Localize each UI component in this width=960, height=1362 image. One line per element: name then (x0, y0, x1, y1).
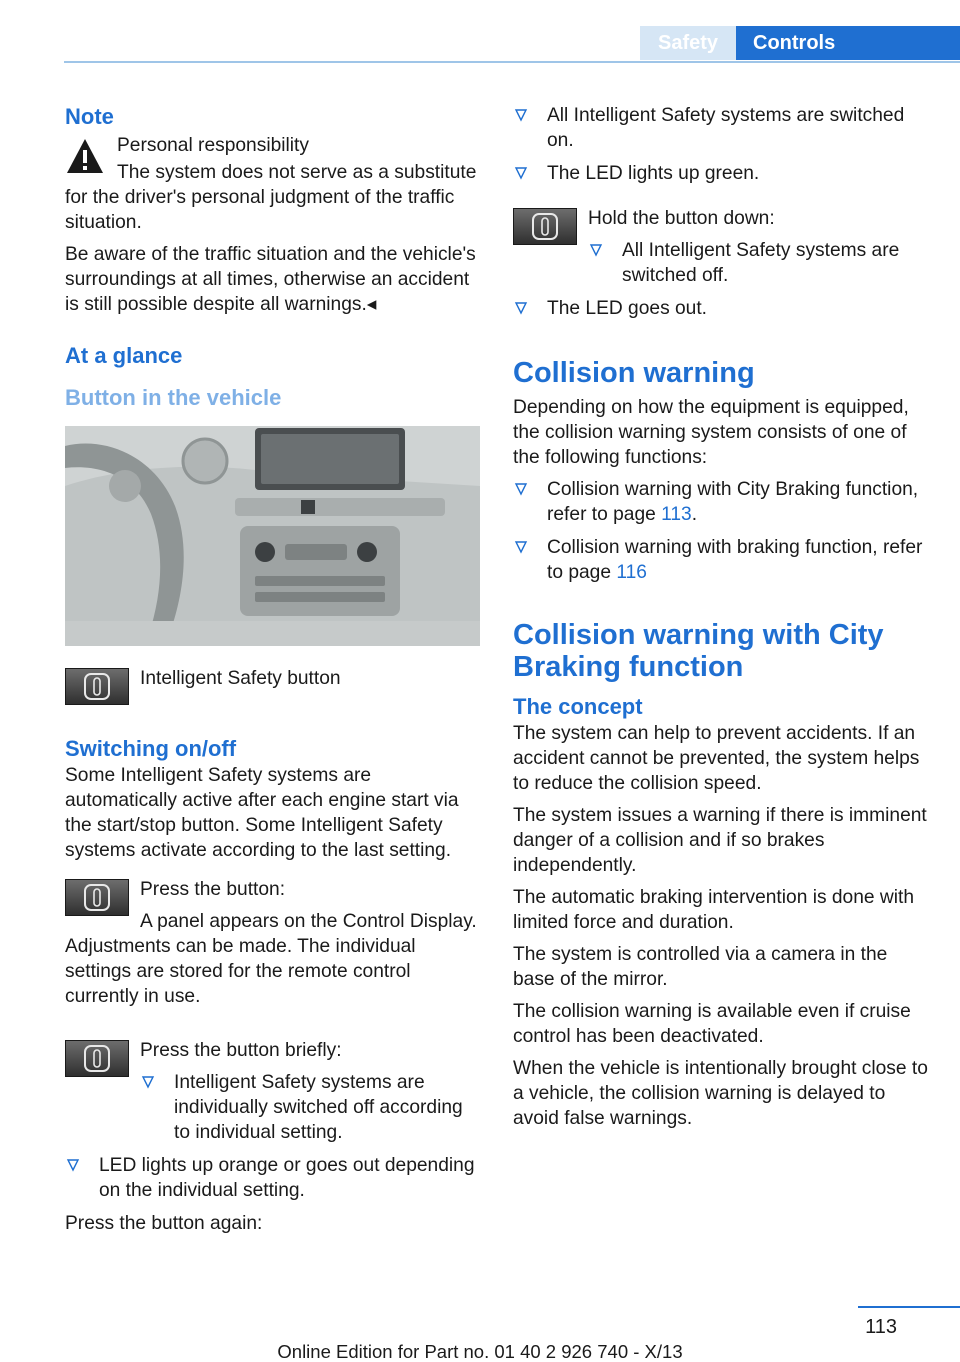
at-a-glance-heading: At a glance (65, 343, 183, 368)
list-item (513, 535, 928, 585)
page-number: 113 (865, 1316, 897, 1338)
intelligent-safety-button-icon (65, 668, 129, 705)
brief-list (140, 1070, 480, 1145)
list-item-text: Intelligent Safety systems are individually switched off according to individual setting. (174, 1072, 463, 1143)
header-rule (64, 61, 960, 63)
bullet-triangle-icon (513, 296, 533, 321)
hold-list (588, 238, 928, 288)
press-briefly-row (65, 1038, 480, 1153)
hold-button-label: Hold the button down: (588, 208, 775, 229)
note-heading: Personal responsibility (117, 135, 309, 156)
switching-heading: Switching on/off (65, 736, 237, 761)
note-body-1: The system does not serve as a substitute for the driver's personal judgment of the traffic situation. (65, 162, 477, 233)
left-column (65, 103, 480, 1243)
hold-button-row (513, 206, 928, 296)
list-item (513, 161, 928, 186)
concept-paragraph: The collision warning is available even if cruise control has been deactivated. (513, 1001, 911, 1047)
list-item-text: Collision warning with City Braking function, refer to page (547, 479, 919, 525)
press-button-label: Press the button: (140, 879, 286, 900)
press-button-row (65, 877, 480, 1016)
bullet-triangle-icon (513, 535, 533, 560)
note-title: Note (65, 104, 114, 129)
page-link-113[interactable]: 113 (661, 504, 692, 525)
bullet-triangle-icon (140, 1070, 160, 1095)
concept-paragraph: The system issues a warning if there is imminent danger of a collision and if so brakes independently. (513, 805, 927, 876)
footer-edition-text: Online Edition for Part no. 01 40 2 926 740 - X/13 (277, 1341, 683, 1362)
press-briefly-label: Press the button briefly: (140, 1040, 342, 1061)
tab-controls: Controls (736, 26, 960, 60)
list-item (513, 296, 928, 321)
bullet-triangle-icon (65, 1153, 85, 1178)
list-item (588, 238, 928, 288)
list-item-text: Collision warning with braking function, refer to page (547, 537, 923, 583)
footer-edition (0, 1341, 960, 1362)
intelligent-safety-button-icon (65, 1040, 129, 1077)
warning-triangle-icon (65, 137, 105, 177)
list-item-text: All Intelligent Safety systems are switched on. (547, 105, 905, 151)
list-item-text: The LED goes out. (547, 298, 707, 319)
press-button-body: A panel appears on the Control Display. Adjustments can be made. The individual settings are stored for the remote control currently in use. (65, 911, 477, 1007)
bullet-triangle-icon (513, 477, 533, 502)
list-item (65, 1153, 480, 1203)
list-item (513, 103, 928, 153)
bullet-triangle-icon (513, 103, 533, 128)
dashboard-illustration (65, 426, 480, 646)
footer-rule (858, 1306, 960, 1308)
list-item-end: . (691, 504, 698, 525)
concept-paragraph: The system is controlled via a camera in the base of the mirror. (513, 944, 888, 990)
city-braking-heading: Collision warning with City Braking function (513, 619, 884, 683)
list-item-text: All Intelligent Safety systems are switched off. (622, 240, 900, 286)
bullet-triangle-icon (513, 161, 533, 186)
bullet-triangle-icon (588, 238, 608, 263)
note-block (65, 133, 480, 317)
intelligent-safety-button-icon (513, 208, 577, 245)
button-caption-row (65, 666, 480, 711)
button-in-vehicle-heading: Button in the vehicle (65, 385, 282, 410)
collision-warning-body: Depending on how the equipment is equipped, the collision warning system consists of one of the following functions: (513, 397, 909, 468)
list-item-text: LED lights up orange or goes out depending on the individual setting. (99, 1155, 475, 1201)
button-caption: Intelligent Safety button (140, 668, 341, 689)
page-link-116[interactable]: 116 (616, 562, 647, 583)
press-again-label: Press the button again: (65, 1213, 263, 1234)
concept-paragraph: The automatic braking intervention is done with limited force and duration. (513, 887, 915, 933)
note-body-2: Be aware of the traffic situation and the vehicle's surroundings at all times, otherwise an accident is still possible despite all warnings.◂ (65, 244, 476, 315)
list-item-text: The LED lights up green. (547, 163, 760, 184)
list-item (140, 1070, 480, 1145)
intelligent-safety-button-icon (65, 879, 129, 916)
tab-safety: Safety (640, 26, 736, 60)
collision-warning-heading: Collision warning (513, 357, 755, 389)
concept-heading: The concept (513, 694, 643, 719)
concept-paragraph: The system can help to prevent accidents. If an accident cannot be prevented, the system helps to reduce the collision speed. (513, 723, 920, 794)
list-item (513, 477, 928, 527)
switching-body: Some Intelligent Safety systems are automatically active after each engine start via the start/stop button. Some Intelligent Safety systems activate according to the last setting. (65, 765, 459, 861)
concept-paragraph: When the vehicle is intentionally brought close to a vehicle, the collision warning is delayed to avoid false warnings. (513, 1058, 928, 1129)
right-column (513, 103, 928, 1138)
